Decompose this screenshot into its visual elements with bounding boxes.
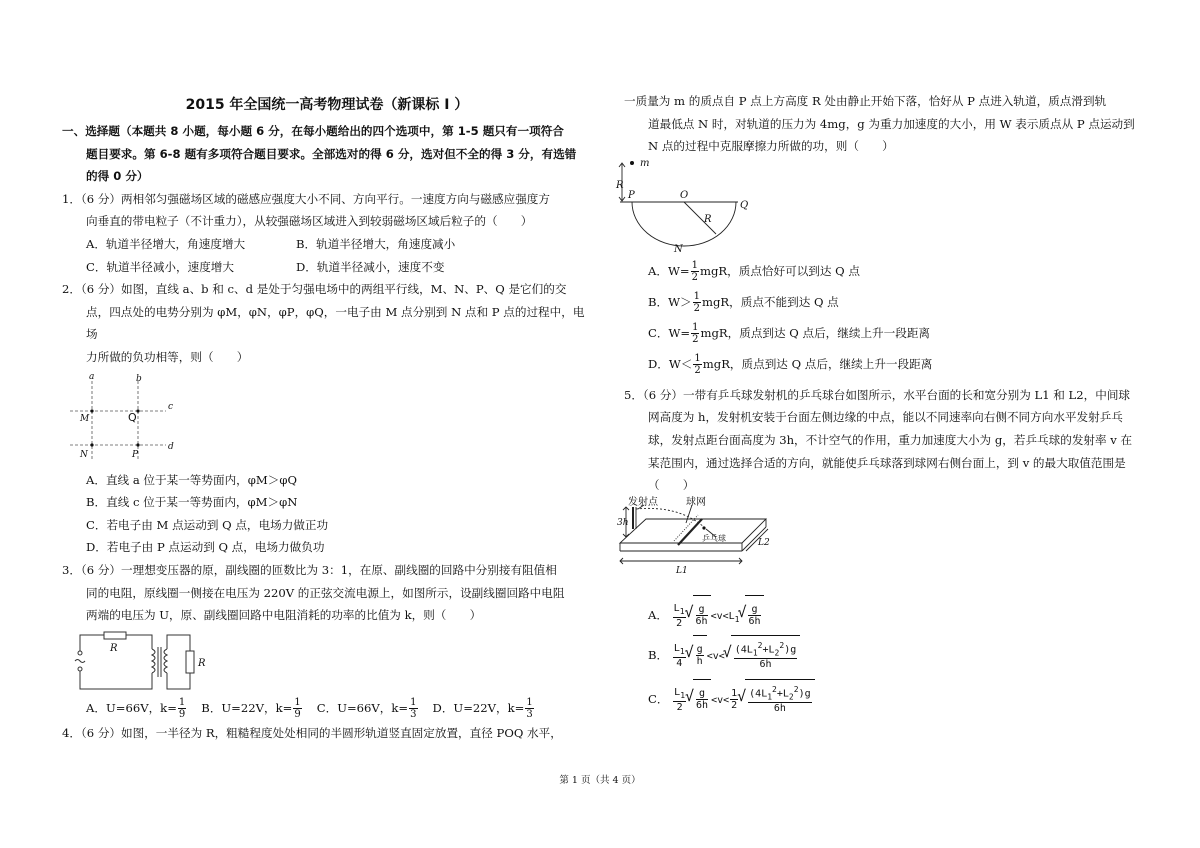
q5-label-l2: L2 xyxy=(758,537,770,548)
q5-line-4: 某范围内，通过选择合适的方向，就能使乒乓球落到球网右侧台面上，到 v 的最大取值范围是 xyxy=(648,455,1126,470)
q2-option-c: C．若电子由 M 点运动到 Q 点，电场力做正功 xyxy=(86,517,329,532)
q5-line-3: 球，发射点距台面高度为 3h，不计空气的作用，重力加速度大小为 g，若乒乓球的发射率 v 在 xyxy=(648,432,1133,447)
q5-option-b-formula: $\frac{L_1}{4}$ √ $\frac{g}{h}$ <v< √ $\frac{(4L_1^2+L_2^2)g}{6h}$ xyxy=(672,651,800,662)
q2-label-p: P xyxy=(132,449,139,460)
q3-line-3: 两端的电压为 U，原、副线圈回路中电阻消耗的功率的比值为 k，则（ ） xyxy=(86,608,482,623)
q5-label-ball: 乒乓球 xyxy=(702,533,726,543)
q3-d-numerator: 1 xyxy=(526,697,533,709)
q4-line-2: 一质量为 m 的质点自 P 点上方高度 R 处由静止开始下落，恰好从 P 点进入轨道，质点滑到轨 xyxy=(624,94,1107,108)
q4-line-4: N 点的过程中克服摩擦力所做的功，则（ ） xyxy=(648,139,894,154)
q2-field-diagram xyxy=(66,373,186,465)
q2-option-a: A．直线 a 位于某一等势面内，φM＞φQ xyxy=(86,472,297,487)
q1-options-cd xyxy=(62,256,592,279)
q2-option-d: D．若电子由 P 点运动到 Q 点，电场力做负功 xyxy=(86,540,325,555)
q4-label-p: P xyxy=(628,189,635,201)
q5-option-c-text: C． xyxy=(648,691,669,706)
q5-label-launch: 发射点 xyxy=(628,496,658,508)
q5-option-b xyxy=(624,635,1156,679)
q4-option-c-post: mgR，质点到达 Q 点后，继续上升一段距离 xyxy=(700,325,931,340)
q5-option-a-text: A． xyxy=(648,607,668,622)
q5-line-1: 5．（6 分）一带有乒乓球发射机的乒乓球台如图所示，水平台面的长和宽分别为 L1 和 L2，中间球 xyxy=(624,387,1131,402)
q3-line-1: 3．（6 分）一理想变压器的原，副线圈的匝数比为 3：1，在原、副线圈的回路中分别接有阻值相 xyxy=(62,562,557,577)
q1-option-b: B．轨道半径增大，角速度减小 xyxy=(296,236,456,251)
q5-option-a-formula: $\frac{L_1}{2}$ √ $\frac{g}{6h}$ $<v<L_1$ √ $\frac{g}{6h}$ xyxy=(672,611,764,622)
q4-d-denominator: 2 xyxy=(694,365,701,377)
q3-d-denominator: 3 xyxy=(526,709,533,721)
q4-c-fraction xyxy=(691,322,699,345)
q3-a-fraction xyxy=(178,697,186,720)
page-title: 2015 年全国统一高考物理试卷（新课标 I ） xyxy=(185,97,469,113)
q4-option-d-post: mgR，质点到达 Q 点后，继续上升一段距离 xyxy=(702,356,933,371)
q3-option-a xyxy=(86,697,187,721)
q5-line-2: 网高度为 h，发射机安装于台面左侧边缘的中点，能以不同速率向右侧不同方向水平发射乒乓 xyxy=(648,410,1123,425)
section-line-1: 一、选择题（本题共 8 小题，每小题 6 分，在每小题给出的四个选项中，第 1-5 题只有一项符合 xyxy=(62,124,564,138)
q2-line-2: 点，四点处的电势分别为 φM，φN，φP，φQ，一电子由 M 点分别到 N 点和 P 点的过程中，电场 xyxy=(86,304,585,342)
q5-option-b-text: B． xyxy=(648,647,669,662)
q4-option-b-post: mgR，质点不能到达 Q 点 xyxy=(702,294,839,309)
q2-option-b: B．直线 c 位于某一等势面内，φM＞φN xyxy=(86,495,298,510)
q5-line-5: （ ） xyxy=(648,478,695,493)
q5-option-c-formula: $\frac{L_1}{2}$ √ $\frac{g}{6h}$ <v< $\frac{1}{2}$ √ $\frac{(4L_1^2+L_2^2)g}{6h}$ xyxy=(672,695,814,706)
q1-line-2: 向垂直的带电粒子（不计重力），从较强磁场区域进入到较弱磁场区域后粒子的（ ） xyxy=(86,214,533,229)
q4-option-d-pre: D．W＜ xyxy=(648,356,693,371)
q3-b-numerator: 1 xyxy=(294,697,301,709)
q3-b-denominator: 9 xyxy=(294,709,301,721)
q4-d-numerator: 1 xyxy=(694,353,701,365)
q4-option-a xyxy=(624,256,1156,287)
question-4-cont xyxy=(616,90,1156,380)
q3-option-b-text: B．U=22V，k= xyxy=(201,700,293,715)
q3-c-fraction xyxy=(409,697,417,720)
q4-b-denominator: 2 xyxy=(693,303,700,315)
section-heading xyxy=(62,120,592,188)
q1-option-d: D．轨道半径减小，速度不变 xyxy=(296,259,445,274)
q4-a-denominator: 2 xyxy=(691,272,698,284)
q4-b-fraction xyxy=(693,291,701,314)
q2-label-b: b xyxy=(136,373,142,384)
q4-c-numerator: 1 xyxy=(692,322,699,334)
q5-option-c xyxy=(624,679,1156,719)
page-footer: 第 1 页（共 4 页） xyxy=(559,775,641,786)
q3-c-numerator: 1 xyxy=(410,697,417,709)
q4-option-b xyxy=(624,287,1156,318)
q5-table-diagram xyxy=(618,497,778,595)
q4-semicircle-diagram xyxy=(618,158,768,254)
q4-a-numerator: 1 xyxy=(691,260,698,272)
question-3 xyxy=(62,559,592,720)
q1-options-ab xyxy=(62,233,592,256)
q2-label-n: N xyxy=(80,449,88,460)
q5-label-l1: L1 xyxy=(676,565,688,576)
q4-label-o: O xyxy=(680,189,689,201)
q4-c-denominator: 2 xyxy=(692,334,699,346)
q2-label-m: M xyxy=(80,413,90,424)
q3-transformer-diagram xyxy=(66,631,216,693)
q3-option-c xyxy=(317,697,419,721)
q3-d-fraction xyxy=(525,697,533,720)
q3-a-numerator: 1 xyxy=(178,697,186,709)
q4-label-m: m xyxy=(640,157,650,169)
q2-line-3: 力所做的负功相等，则（ ） xyxy=(86,349,249,364)
q4-a-fraction xyxy=(691,260,699,283)
right-column xyxy=(616,90,1156,719)
q3-option-d xyxy=(433,697,535,721)
q1-option-a: A．轨道半径增大，角速度增大 xyxy=(86,236,246,251)
q2-label-a: a xyxy=(89,371,95,382)
q5-label-net: 球网 xyxy=(686,496,706,508)
q3-label-r1: R xyxy=(110,642,118,654)
question-4-start xyxy=(62,722,592,745)
q4-label-q: Q xyxy=(740,199,749,211)
q2-label-d: d xyxy=(168,441,174,452)
q4-option-b-pre: B．W＞ xyxy=(648,294,692,309)
q4-label-r1: R xyxy=(616,179,624,191)
q2-label-q: Q xyxy=(128,410,137,424)
q4-option-d xyxy=(624,349,1156,380)
question-1 xyxy=(62,188,592,278)
section-line-2: 题目要求。第 6-8 题有多项符合题目要求。全部选对的得 6 分，选对但不全的得 3 分，有选错 xyxy=(86,146,577,161)
q4-label-n: N xyxy=(674,243,683,255)
q3-b-fraction xyxy=(293,697,301,720)
q4-line-1: 4．（6 分）如图，一半径为 R，粗糙程度处处相同的半圆形轨道竖直固定放置，直径 POQ 水平， xyxy=(62,726,562,741)
q4-option-c-pre: C．W= xyxy=(648,325,691,340)
q4-b-numerator: 1 xyxy=(693,291,700,303)
q3-option-d-text: D．U=22V，k= xyxy=(432,700,525,715)
q4-d-fraction xyxy=(693,353,701,376)
q4-label-r2: R xyxy=(704,213,712,225)
q2-line-1: 2．（6 分）如图，直线 a、b 和 c、d 是处于匀强电场中的两组平行线，M、N、P、Q 是它们的交 xyxy=(62,282,567,297)
q4-line-3: 道最低点 N 时，对轨道的压力为 4mg，g 为重力加速度的大小，用 W 表示质点从 P 点运动到 xyxy=(648,116,1135,131)
q5-option-a xyxy=(624,595,1156,635)
q3-line-2: 同的电阻，原线圈一侧接在电压为 220V 的正弦交流电源上，如图所示，设副线圈回路中电阻 xyxy=(86,585,565,600)
q3-option-b xyxy=(201,697,302,721)
left-column xyxy=(62,92,592,745)
q4-option-a-post: mgR，质点恰好可以到达 Q 点 xyxy=(699,263,860,278)
q1-line-1: 1．（6 分）两相邻匀强磁场区域的磁感应强度大小不同、方向平行。一速度方向与磁感应强度方 xyxy=(62,191,550,206)
q2-label-c: c xyxy=(168,401,174,412)
section-line-3: 的得 0 分） xyxy=(86,169,149,184)
q3-label-r2: R xyxy=(198,657,206,669)
q4-option-a-pre: A．W= xyxy=(648,263,690,278)
q3-option-a-text: A．U=66V，k= xyxy=(86,700,177,715)
question-2 xyxy=(62,278,592,559)
q1-option-c: C．轨道半径减小，速度增大 xyxy=(86,259,234,274)
q3-c-denominator: 3 xyxy=(410,709,417,721)
q3-options xyxy=(62,697,592,721)
q3-a-denominator: 9 xyxy=(178,709,186,721)
q4-option-c xyxy=(624,318,1156,349)
question-5 xyxy=(617,384,1156,719)
q3-option-c-text: C．U=66V，k= xyxy=(316,700,409,715)
q5-label-3h: 3h xyxy=(617,517,629,528)
